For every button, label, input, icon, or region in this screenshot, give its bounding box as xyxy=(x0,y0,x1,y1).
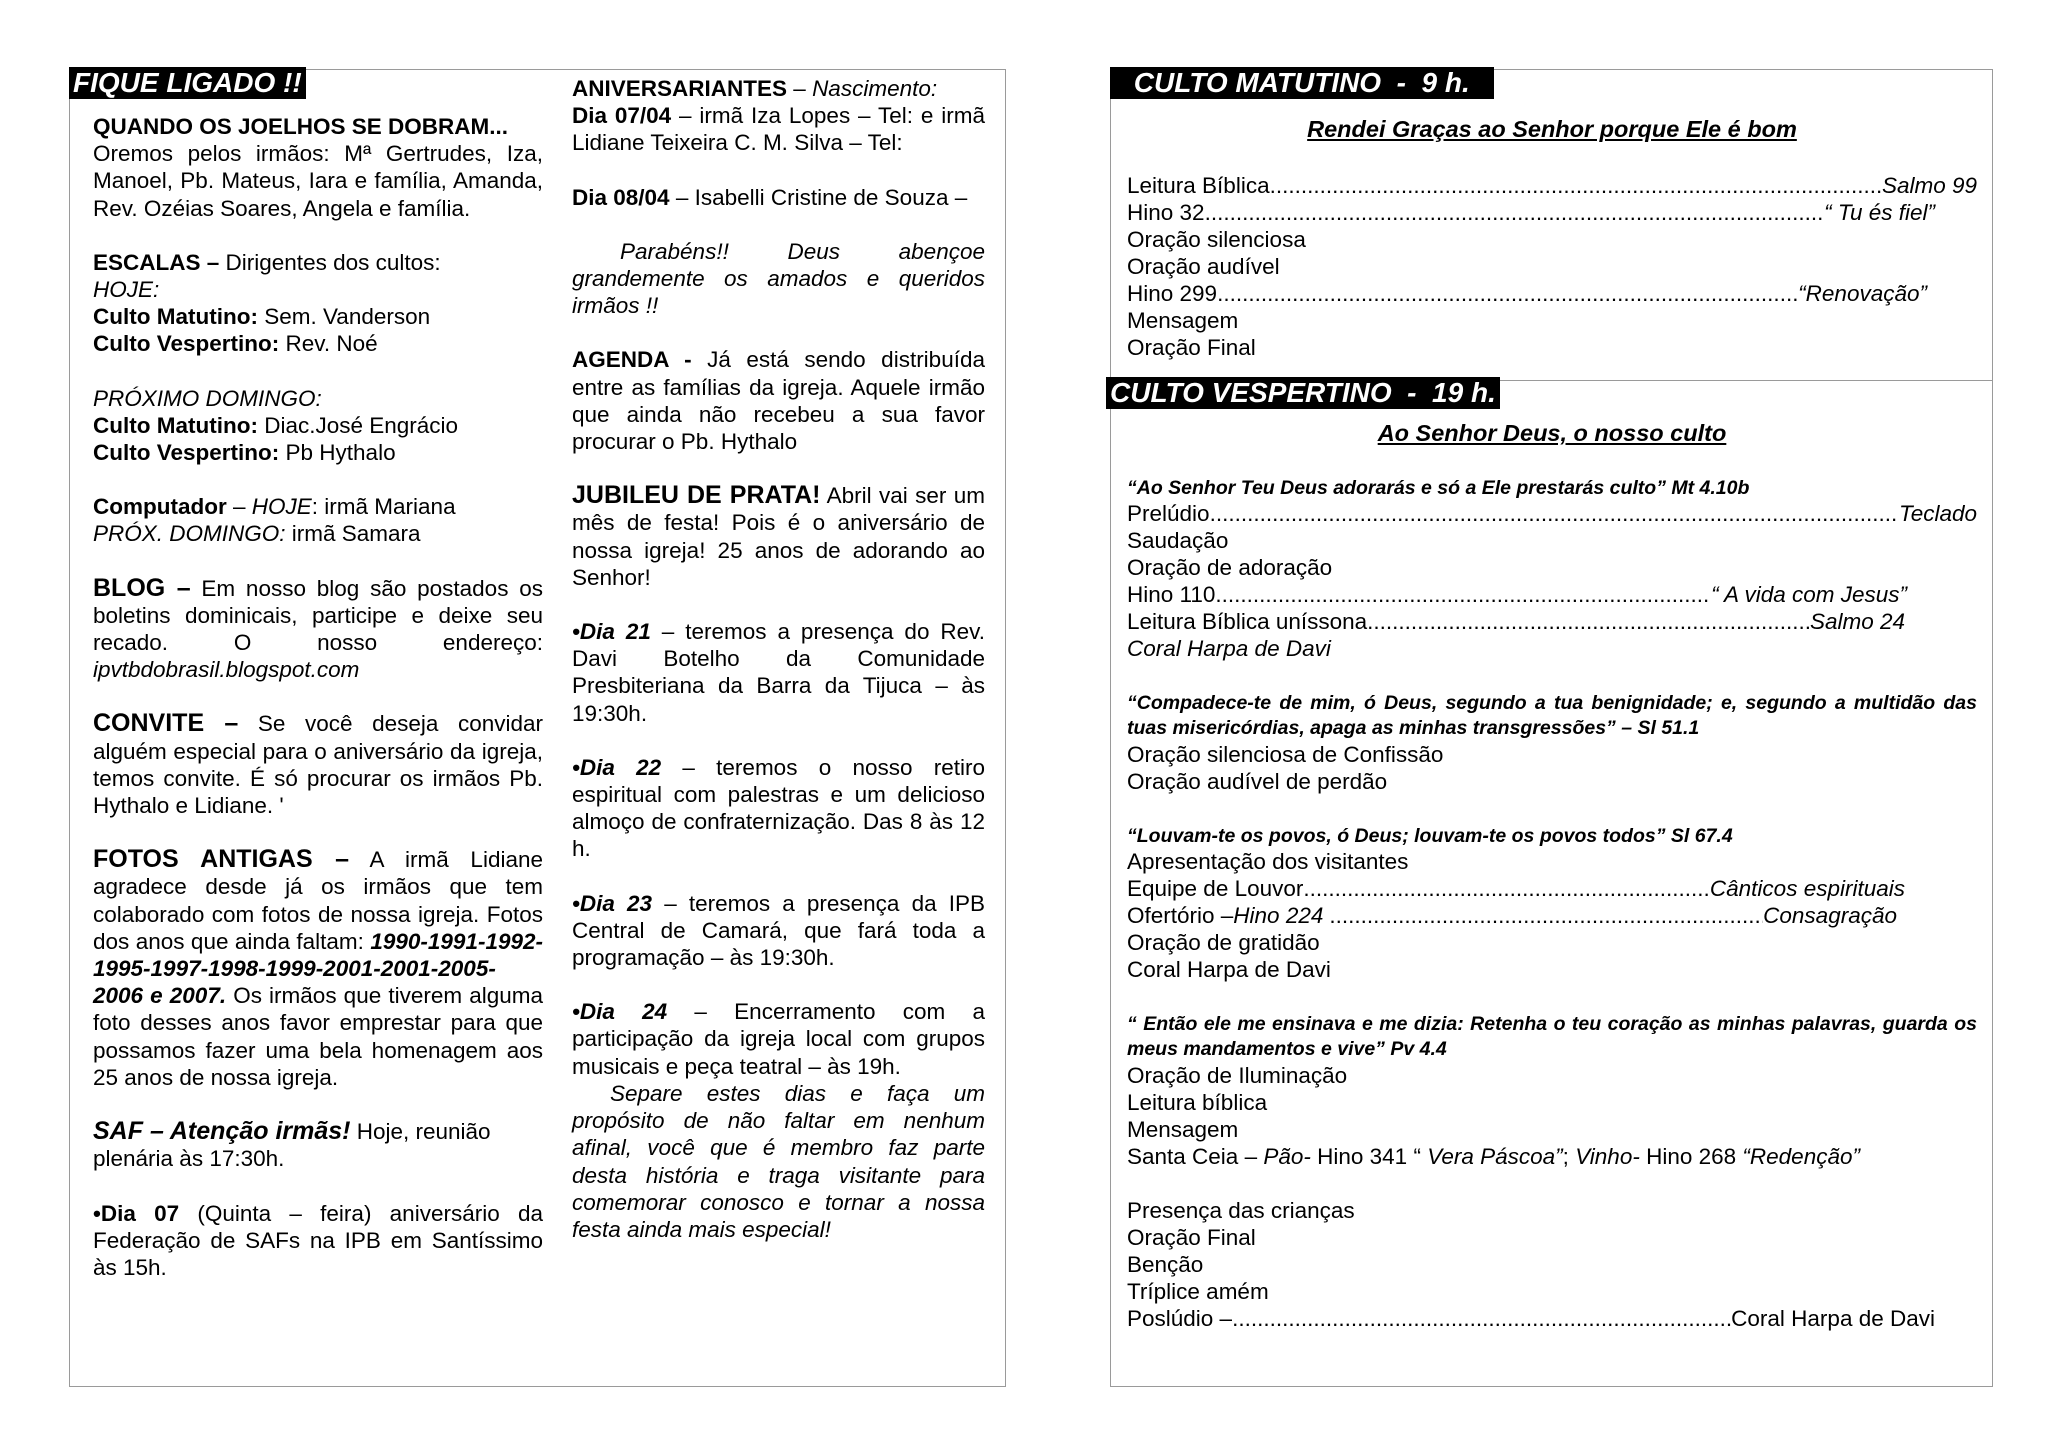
dia24-text: – Encerramento com a participação da igreja local com grupos musicais e peça teatral – às 19h. xyxy=(572,999,986,1079)
aniv-label: ANIVERSARIANTES xyxy=(572,76,788,101)
matutino-hino299-label: Hino 299 xyxy=(1127,281,1218,306)
vespertino-label-prox: Culto Vespertino: xyxy=(93,440,280,466)
vespertino-prox: Pb Hythalo xyxy=(279,440,396,466)
culto-matutino-banner: CULTO MATUTINO - 9 h. xyxy=(1110,67,1494,99)
vespertino-posludio-row xyxy=(1127,1305,1935,1332)
computador-hoje-text: : irmã Mariana xyxy=(311,494,456,520)
matutino-hino299-row xyxy=(1127,280,1927,307)
matutino-prox: Diac.José Engrácio xyxy=(257,412,459,438)
convite-text: Se você deseja convidar alguém especial para o aniversário da igreja, temos convite. É só procurar os irmãos Pb. Hythalo e Lidiane. ' xyxy=(93,711,543,819)
jubileu-section xyxy=(572,482,985,591)
vespertino-ofertorio-row xyxy=(1127,902,1897,929)
vespertino-preludio-label: Prelúdio xyxy=(1127,501,1210,526)
vespertino-triplice: Tríplice amém xyxy=(1127,1279,1269,1304)
dia23-text: – teremos a presença da IPB Central de Camará, que fará toda a programação – às 19:30h. xyxy=(572,890,986,971)
vespertino-verse-1: “Ao Senhor Teu Deus adorarás e só a Ele prestarás culto” Mt 4.10b xyxy=(1127,477,1750,499)
matutino-leitura-row xyxy=(1127,172,1977,199)
joelhos-title: QUANDO OS JOELHOS SE DOBRAM... xyxy=(93,114,509,139)
dia21-text: – teremos a presença do Rev. Davi Botelho da Comunidade Presbiteriana da Barra da Tijuca – às 19:30h. xyxy=(572,619,985,726)
blog-url: ipvtbdobrasil.blogspot.com xyxy=(93,657,360,683)
vespertino-hino110-row xyxy=(1127,581,1907,608)
matutino-label: Culto Matutino: xyxy=(93,304,258,330)
dia0804-section xyxy=(572,184,985,211)
dia22-label: •Dia 22 xyxy=(572,754,662,780)
convite-section xyxy=(93,710,543,819)
vespertino-coral-2: Coral Harpa de Davi xyxy=(1127,957,1331,982)
computador-hoje: HOJE xyxy=(251,494,312,520)
parabens-text xyxy=(572,238,985,320)
vespertino-posludio-value: Coral Harpa de Davi xyxy=(1731,1306,1935,1331)
proximo-label: PRÓXIMO DOMINGO: xyxy=(93,385,322,411)
matutino-hoje: Sem. Vanderson xyxy=(257,304,431,330)
vespertino-hoje: Rev. Noé xyxy=(279,331,378,357)
vespertino-santa-ceia xyxy=(1127,1143,1977,1170)
vespertino-oracao-final: Oração Final xyxy=(1127,1225,1256,1250)
matutino-oracao-audivel: Oração audível xyxy=(1127,254,1280,279)
vespertino-bencao: Benção xyxy=(1127,1252,1204,1277)
joelhos-text: Oremos pelos irmãos: Mª Gertrudes, Iza, Manoel, Pb. Mateus, Iara e família, Amanda, Rev. Ozéias Soares, Angela e família. xyxy=(93,141,543,221)
vespertino-perdao: Oração audível de perdão xyxy=(1127,769,1388,794)
dia24-label: •Dia 24 xyxy=(572,999,668,1025)
agenda-text: Já está sendo distribuída entre as famílias da igreja. Aquele irmão que ainda não recebeu a sua favor procurar o Pb. Hythalo xyxy=(572,347,985,455)
matutino-subtitle: Rendei Graças ao Senhor porque Ele é bom xyxy=(1307,116,1797,142)
aniv-sub: Nascimento: xyxy=(812,76,938,101)
dia22-text: – teremos o nosso retiro espiritual com palestras e um delicioso almoço de confraternização. Das 8 às 12 h. xyxy=(572,754,985,862)
fotos-text2: Os irmãos que tiverem alguma foto desses anos favor emprestar para que possamos fazer uma bela homenagem aos 25 anos de nossa igreja. xyxy=(93,983,543,1090)
dia21-section xyxy=(572,618,985,727)
escalas-label: ESCALAS – xyxy=(93,249,220,275)
dia0804-text: – Isabelli Cristine de Souza – xyxy=(669,184,968,210)
jubileu-text: Abril vai ser um mês de festa! Pois é o aniversário de nossa igreja! 25 anos de adorando ao Senhor! xyxy=(572,483,985,590)
ceia-part-3: Hino 341 “ xyxy=(1310,1144,1428,1169)
matutino-leitura-value: Salmo 99 xyxy=(1881,173,1977,198)
saf-label: SAF – Atenção irmãs! xyxy=(93,1117,351,1146)
fotos-section xyxy=(93,846,543,1091)
dia21-label: •Dia 21 xyxy=(572,619,651,645)
dia0704-text: – irmã Iza Lopes – Tel: e irmã Lidiane Teixeira C. M. Silva – Tel: xyxy=(572,103,985,156)
saf-section xyxy=(93,1118,543,1172)
vespertino-preludio-row xyxy=(1127,500,1977,527)
dia07-text: (Quinta – feira) aniversário da Federação de SAFs na IPB em Santíssimo às 15h. xyxy=(93,1200,543,1280)
ceia-part-5: ; xyxy=(1562,1144,1576,1169)
vespertino-hino110-label: Hino 110 xyxy=(1127,582,1216,607)
computador-prox-text: irmã Samara xyxy=(285,521,421,547)
computador-prox: PRÓX. DOMINGO: xyxy=(93,521,286,547)
vespertino-visitantes: Apresentação dos visitantes xyxy=(1127,849,1409,874)
vespertino-oracao-adoracao: Oração de adoração xyxy=(1127,555,1333,580)
matutino-oracao-final: Oração Final xyxy=(1127,335,1256,360)
matutino-hino32-value: “ Tu és fiel” xyxy=(1824,200,1935,225)
matutino-label-prox: Culto Matutino: xyxy=(93,412,258,438)
vespertino-saudacao: Saudação xyxy=(1127,528,1229,553)
ceia-part-8: “Redenção” xyxy=(1742,1144,1860,1169)
dia23-label: •Dia 23 xyxy=(572,890,653,916)
ceia-part-6: Vinho- xyxy=(1575,1144,1640,1169)
vespertino-ofertorio-value: Consagração xyxy=(1763,903,1897,928)
matutino-oracao-silenciosa: Oração silenciosa xyxy=(1127,227,1306,252)
vespertino-leitura-value: Salmo 24 xyxy=(1809,609,1905,634)
dia22-section xyxy=(572,754,985,863)
aniv-dash: – xyxy=(787,76,813,101)
vespertino-verse-3: “Louvam-te os povos, ó Deus; louvam-te os povos todos” Sl 67.4 xyxy=(1127,825,1733,847)
hoje-label: HOJE: xyxy=(93,277,160,303)
vespertino-leitura-label: Leitura Bíblica uníssona xyxy=(1127,609,1368,634)
blog-section xyxy=(93,575,543,684)
jubileu-label: JUBILEU DE PRATA! xyxy=(572,481,821,510)
matutino-hino32-label: Hino 32 xyxy=(1127,200,1205,225)
agenda-label: AGENDA - xyxy=(572,347,692,373)
vespertino-gratidao: Oração de gratidão xyxy=(1127,930,1320,955)
convite-label: CONVITE – xyxy=(93,709,239,738)
agenda-section xyxy=(572,346,985,455)
vespertino-ofertorio-label: Ofertório – xyxy=(1127,903,1234,928)
vespertino-iluminacao: Oração de Iluminação xyxy=(1127,1063,1348,1088)
matutino-mensagem: Mensagem xyxy=(1127,308,1239,333)
vespertino-label: Culto Vespertino: xyxy=(93,331,280,357)
ceia-part-1: Santa Ceia – xyxy=(1127,1144,1264,1169)
matutino-hino32-row xyxy=(1127,199,1935,226)
computador-section xyxy=(93,493,543,547)
vespertino-confissao: Oração silenciosa de Confissão xyxy=(1127,742,1444,767)
vespertino-verse-4: “ Então ele me ensinava e me dizia: Retenha o teu coração as minhas palavras, guarda os meus mandamentos e vive” Pv 4.4 xyxy=(1127,1013,1977,1060)
dia07-label: •Dia 07 xyxy=(93,1200,180,1226)
fotos-text1: A irmã Lidiane agradece desde já os irmãos que tem colaborado com fotos de nossa igreja. Fotos dos anos que ainda faltam: xyxy=(93,847,543,954)
coral-1-text: Coral Harpa de Davi xyxy=(1127,636,1331,661)
joelhos-section xyxy=(93,113,543,222)
vespertino-coral-1 xyxy=(1127,635,1977,662)
fique-ligado-banner: FIQUE LIGADO !! xyxy=(69,67,306,99)
fotos-label: FOTOS ANTIGAS – xyxy=(93,845,349,874)
proximo-section xyxy=(93,385,543,467)
fotos-years: 1990-1991-1992-1995-1997-1998-1999-2001-2001-2005-2006 e 2007. xyxy=(93,928,543,1009)
vespertino-mensagem: Mensagem xyxy=(1127,1117,1239,1142)
vespertino-subtitle: Ao Senhor Deus, o nosso culto xyxy=(1377,420,1727,446)
separe-text: Separe estes dias e faça um propósito de não faltar em nenhum afinal, você que é membro faz parte desta história e traga visitante para comemorar conosco e tornar a nossa festa ainda mais especial! xyxy=(572,1080,985,1242)
dia0804-label: Dia 08/04 xyxy=(572,184,670,210)
dia07-section xyxy=(93,1200,543,1282)
vespertino-criancas: Presença das crianças xyxy=(1127,1198,1355,1223)
vespertino-leitura-biblica: Leitura bíblica xyxy=(1127,1090,1268,1115)
blog-text: Em nosso blog são postados os boletins dominicais, participe e deixe seu recado. O nosso endereço: xyxy=(93,575,543,656)
vespertino-preludio-value: Teclado xyxy=(1899,501,1977,526)
vespertino-equipe-value: Cânticos espirituais xyxy=(1709,876,1905,901)
vespertino-verse-2: “Compadece-te de mim, ó Deus, segundo a tua benignidade; e, segundo a multidão das tuas misericórdias, apaga as minhas transgressões” – Sl 51.1 xyxy=(1127,692,1977,739)
culto-vespertino-banner: CULTO VESPERTINO - 19 h. xyxy=(1106,377,1500,409)
escalas-section xyxy=(93,249,543,358)
vespertino-posludio-label: Poslúdio – xyxy=(1127,1306,1233,1331)
matutino-leitura-label: Leitura Bíblica xyxy=(1127,173,1270,198)
dia0704-label: Dia 07/04 xyxy=(572,103,672,129)
ceia-part-7: Hino 268 xyxy=(1639,1144,1743,1169)
saf-text: Hoje, reunião plenária às 17:30h. xyxy=(93,1119,491,1172)
parabens: Parabéns!! Deus abençoe grandemente os amados e queridos irmãos !! xyxy=(572,238,985,319)
dia24-section xyxy=(572,998,985,1080)
escalas-text: Dirigentes dos cultos: xyxy=(219,249,441,275)
middle-column xyxy=(572,75,985,1270)
vespertino-leitura-row xyxy=(1127,608,1905,635)
blog-label: BLOG – xyxy=(93,573,191,602)
separe-section xyxy=(572,1080,985,1243)
vespertino-equipe-row xyxy=(1127,875,1905,902)
computador-dash: – xyxy=(226,494,252,520)
ceia-part-4: Vera Páscoa” xyxy=(1427,1144,1563,1169)
aniversariantes-section xyxy=(572,75,985,157)
left-column xyxy=(93,113,543,1308)
matutino-hino299-value: “Renovação” xyxy=(1798,281,1927,306)
vespertino-equipe-label: Equipe de Louvor xyxy=(1127,876,1304,901)
ceia-part-2: Pão- xyxy=(1263,1144,1311,1169)
vespertino-hino110-value: “ A vida com Jesus” xyxy=(1711,582,1907,607)
computador-label: Computador xyxy=(93,494,227,520)
vespertino-ofertorio-hino: Hino 224 xyxy=(1233,903,1324,928)
dia23-section xyxy=(572,890,985,972)
